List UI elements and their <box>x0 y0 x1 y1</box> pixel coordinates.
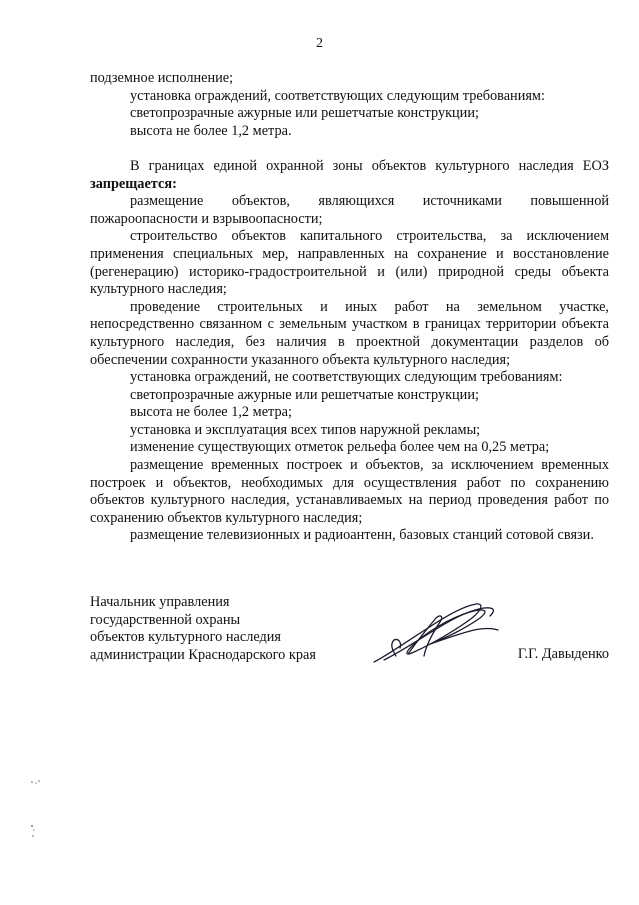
paragraph: установка ограждений, не соответствующих следующим требованиям: <box>130 369 563 386</box>
paragraph-bold: запрещается: <box>90 175 177 192</box>
paragraph: проведение строительных и иных работ на земельном участке, непосредственно связанном с земельным участком в границах территории объекта культурного наследия, без наличия в проектной документации разделов об обеспечении сохранности указанного объекта культурного наследия; <box>90 298 609 368</box>
signatory-title-line: государственной охраны <box>90 611 241 628</box>
signatory-title-line: Начальник управления <box>90 594 230 610</box>
paragraph: строительство объектов капитального строительства, за исключением применения специальных мер, направленных на сохранение и восстановление (регенерацию) историко-градостроительной и (или) природной среды объекта культурного наследия; <box>90 228 609 298</box>
paragraph: светопрозрачные ажурные или решетчатые конструкции; <box>130 386 479 403</box>
page-number: 2 <box>316 36 323 51</box>
paragraph: размещение временных построек и объектов, за исключением временных построек и объектов, необходимых для осуществления работ по сохранению объектов культурного наследия, устанавливаемых на период проведения работ по сохранению объектов культурного наследия; <box>90 457 609 526</box>
paragraph: подземное исполнение; <box>90 70 234 86</box>
scan-specks <box>28 778 48 858</box>
signatory-title <box>90 594 316 664</box>
signature-block <box>90 594 609 674</box>
paragraph: установка ограждений, соответствующих следующим требованиям: <box>130 87 545 104</box>
paragraph: размещение объектов, являющихся источниками повышенной пожароопасности и взрывоопасности; <box>90 193 609 227</box>
paragraph: высота не более 1,2 метра. <box>130 122 292 139</box>
paragraph: установка и эксплуатация всех типов наружной рекламы; <box>130 421 481 438</box>
signatory-title-line: объектов культурного наследия <box>90 629 281 646</box>
paragraph: изменение существующих отметок рельефа более чем на 0,25 метра; <box>130 439 550 456</box>
paragraph: В границах единой охранной зоны объектов культурного наследия ЕОЗ <box>130 157 609 174</box>
paragraph: высота не более 1,2 метра; <box>130 404 292 421</box>
signatory-title-line: администрации Краснодарского края <box>90 646 316 663</box>
handwritten-signature <box>366 594 516 674</box>
signatory-name: Г.Г. Давыденко <box>517 646 609 662</box>
paragraph: размещение телевизионных и радиоантенн, базовых станций сотовой связи. <box>130 527 594 544</box>
paragraph: светопрозрачные ажурные или решетчатые конструкции; <box>130 105 479 122</box>
document-body <box>90 70 609 545</box>
